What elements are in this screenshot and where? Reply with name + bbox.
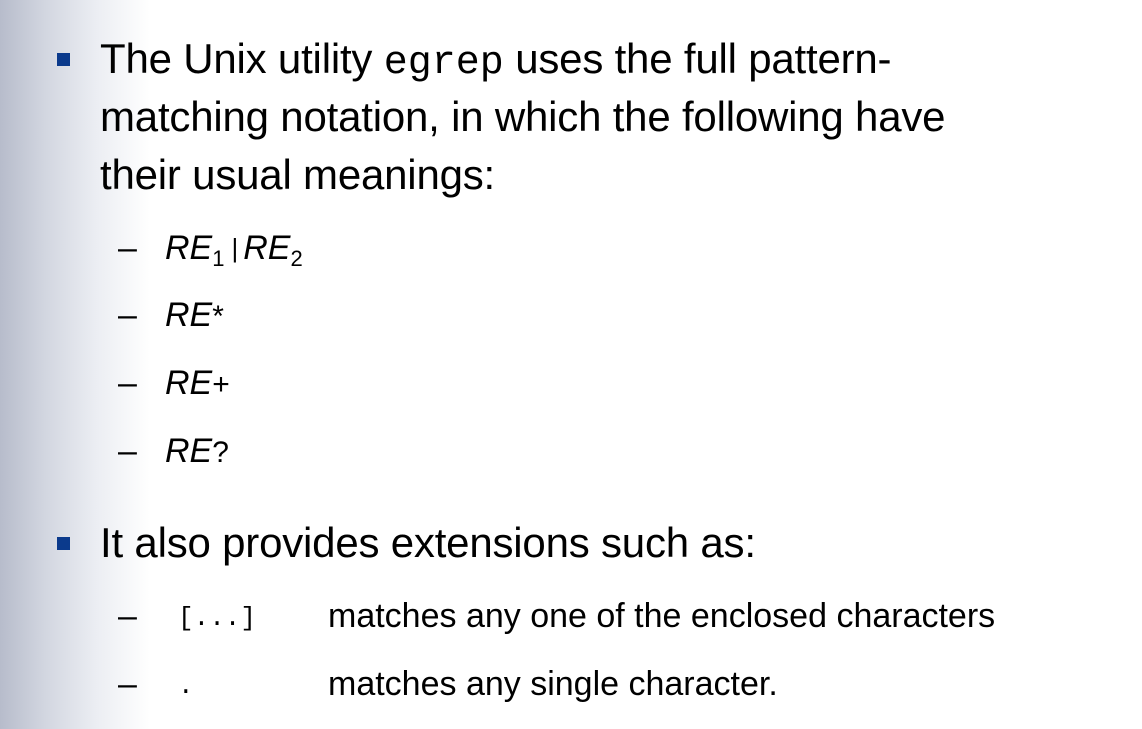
re-a-subscript: 1	[212, 246, 225, 271]
dash-5: –	[118, 597, 137, 635]
egrep-code: egrep	[383, 41, 504, 86]
extension-description-brackets: matches any one of the enclosed characters	[328, 597, 996, 635]
extension-code-dot: .	[178, 671, 194, 701]
dash-2: –	[118, 296, 137, 334]
bullet-2-line: It also provides extensions such as:	[100, 519, 756, 566]
re-b-subscript: 2	[290, 246, 303, 271]
bullet-1-text-before: The Unix utility	[100, 35, 384, 82]
plus-symbol: +	[212, 368, 230, 401]
bullet-1-line-3: their usual meanings:	[100, 151, 496, 198]
re-a: RE	[165, 229, 213, 267]
dash-6: –	[118, 665, 137, 703]
alternation-bar: |	[231, 233, 239, 263]
star-symbol: *	[212, 300, 224, 333]
re-optional-re: RE	[165, 432, 213, 470]
bullet-1-text-after: uses the full pattern-	[503, 35, 892, 82]
extension-code-brackets: [...]	[178, 603, 257, 633]
question-symbol: ?	[212, 436, 229, 469]
operator-optional	[165, 431, 229, 473]
re-plus-re: RE	[165, 364, 213, 402]
bullet-marker-2	[57, 537, 70, 550]
bullet-1-line-1	[100, 34, 891, 89]
operator-plus	[165, 363, 230, 405]
re-b: RE	[243, 229, 291, 267]
dash-1: –	[118, 229, 137, 267]
extension-description-dot: matches any single character.	[328, 665, 778, 703]
operator-alternation	[165, 228, 303, 271]
bullet-1-line-2: matching notation, in which the following have	[100, 93, 946, 140]
operator-star	[165, 295, 224, 337]
dash-3: –	[118, 364, 137, 402]
dash-4: –	[118, 432, 137, 470]
re-star-re: RE	[165, 296, 213, 334]
bullet-marker-1	[57, 53, 70, 66]
